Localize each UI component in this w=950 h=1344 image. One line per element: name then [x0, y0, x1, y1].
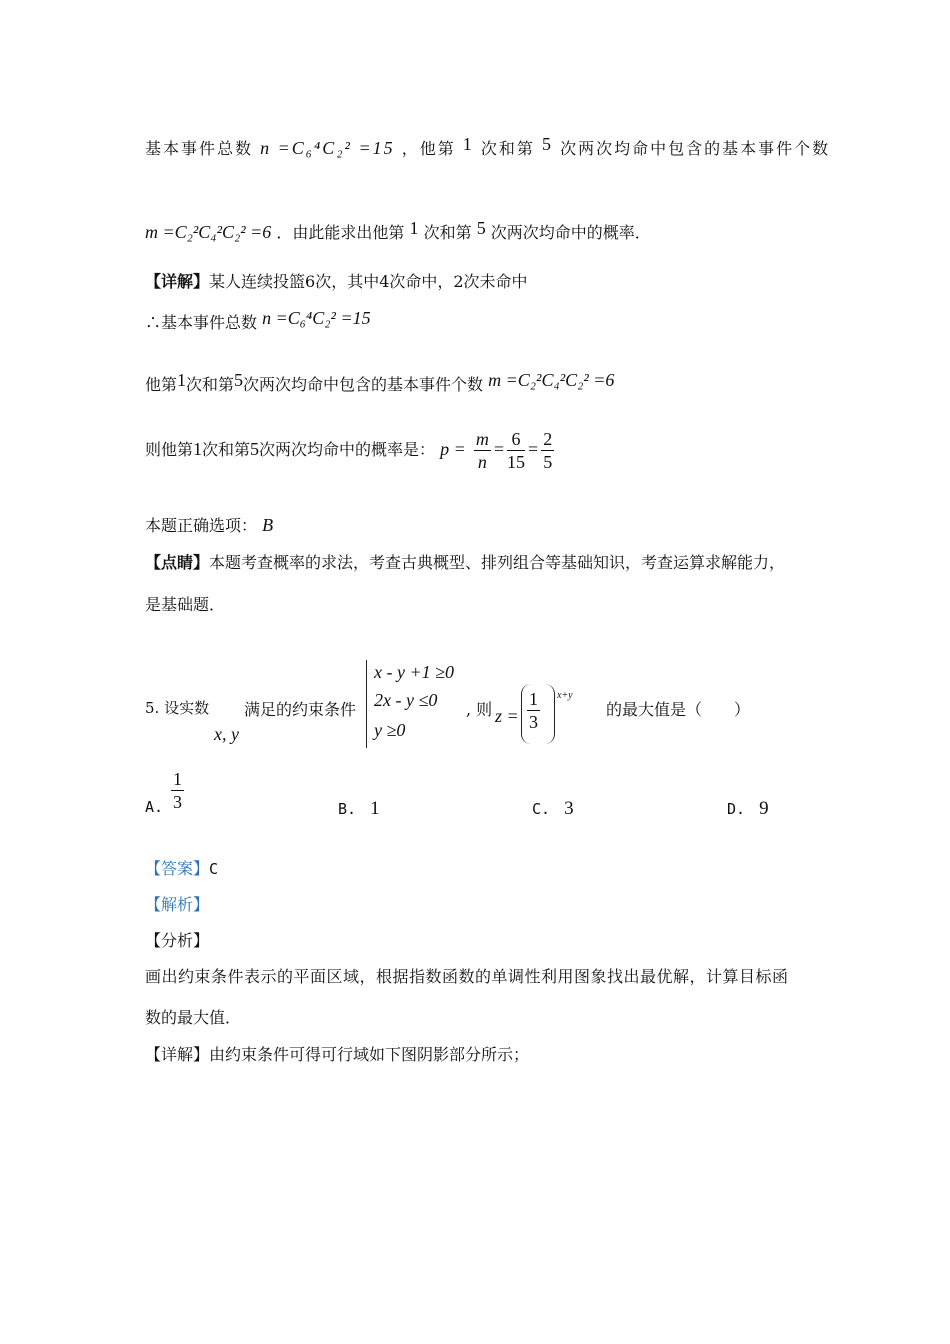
- answer-line: [145, 513, 273, 536]
- question-prefix: 5. 设实数: [145, 699, 210, 717]
- text: 次两次均命中包含的基本事件个数: [560, 139, 831, 158]
- fraction-6-15: [507, 428, 525, 473]
- text: 次和第: [423, 223, 472, 242]
- question-text: 满足的约束条件: [244, 700, 357, 719]
- question-text: 的最大值是（ ）: [606, 700, 751, 719]
- text: ，他第: [401, 139, 456, 158]
- analysis-tag: 【解析】: [145, 895, 210, 914]
- constraint-2: 2x - y ≤0: [374, 690, 438, 710]
- exponent: x+y: [557, 690, 573, 701]
- constraint-1: x - y +1 ≥0: [374, 662, 454, 682]
- question-text: , 则: [466, 700, 493, 719]
- number: 1: [409, 218, 419, 238]
- option-letter: B.: [338, 800, 357, 818]
- formula: n =C₆⁴C₂² =15: [262, 308, 371, 328]
- option-value: 9: [759, 798, 769, 819]
- text: 次和第: [480, 139, 535, 158]
- solution-detail: [145, 1042, 529, 1065]
- fraction-2-5: [541, 428, 554, 473]
- number: 1: [193, 439, 203, 459]
- formula: m =C₂²C₄²C₂² =6: [488, 370, 615, 390]
- formula: m =C₂²C₄²C₂² =6: [145, 222, 272, 242]
- comment-line-1: [145, 550, 785, 573]
- intro-line-1: [145, 136, 830, 159]
- denominator: n: [477, 452, 487, 472]
- number: 1: [462, 134, 474, 154]
- option-d[interactable]: [727, 798, 769, 820]
- denominator: 15: [507, 452, 526, 472]
- option-letter: A.: [145, 798, 164, 816]
- option-c[interactable]: [532, 798, 574, 820]
- base-fraction: [527, 688, 540, 733]
- option-value: 1: [370, 798, 380, 819]
- equals: =: [493, 439, 505, 459]
- label: 本题正确选项：: [145, 516, 258, 535]
- text: 则他第: [145, 440, 194, 459]
- detail-line-4: [145, 428, 557, 473]
- option-letter: C.: [532, 800, 551, 818]
- detail-tag: 【详解】: [145, 272, 210, 291]
- numerator: 2: [543, 429, 553, 449]
- denominator: 3: [173, 792, 182, 812]
- answer-row: [145, 856, 218, 879]
- detail-line-1: [145, 269, 528, 292]
- text: 次和第: [186, 375, 235, 394]
- fenxi-tag: 【分析】: [145, 931, 210, 950]
- fenxi-line-2: 数的最大值．: [145, 1008, 242, 1027]
- text: 由约束条件可得可行域如下图阴影部分所示；: [209, 1045, 530, 1064]
- numerator: 1: [173, 769, 182, 789]
- option-a-fraction: [171, 768, 184, 813]
- intro-line-2: [145, 220, 651, 243]
- comment-tag: 【点睛】: [145, 553, 210, 572]
- option-b[interactable]: [338, 798, 380, 820]
- constraint-3: y ≥0: [374, 720, 406, 740]
- option-value: 3: [564, 798, 574, 819]
- z-symbol: z =: [495, 706, 519, 726]
- text: 次两次均命中的概率是：: [259, 440, 436, 459]
- number: 5: [542, 134, 553, 154]
- p-symbol: p =: [440, 439, 466, 459]
- text: 是基础题．: [145, 595, 226, 614]
- text: 次两次均命中的概率．: [490, 223, 651, 242]
- number: 5: [250, 439, 260, 459]
- text: 他第: [145, 375, 178, 394]
- answer-value: C: [209, 860, 219, 878]
- numerator: m: [475, 429, 489, 449]
- text: 次两次均命中包含的基本事件个数: [243, 375, 484, 394]
- text: 本题考查概率的求法，考查古典概型、排列组合等基础知识，考查运算求解能力，: [209, 553, 786, 572]
- question-vars: x, y: [214, 724, 239, 744]
- number: 5: [476, 218, 486, 238]
- detail-line-2: [145, 310, 371, 333]
- number: 1: [177, 370, 187, 390]
- text: 基本事件总数: [145, 139, 254, 158]
- numerator: 6: [507, 428, 525, 451]
- text: 次和第: [202, 440, 251, 459]
- denominator: 3: [529, 712, 538, 732]
- detail-line-3: [145, 372, 614, 395]
- comment-line-2: [145, 592, 225, 615]
- text: ．由此能求出他第: [276, 223, 405, 242]
- equals: =: [528, 439, 539, 459]
- text: 某人连续投篮6次，其中4次命中，2次未命中: [209, 272, 528, 291]
- numerator: 1: [529, 689, 538, 709]
- detail-tag: 【详解】: [145, 1045, 210, 1064]
- brace: [366, 660, 371, 748]
- answer-tag: 【答案】: [145, 859, 210, 878]
- option-a[interactable]: [145, 798, 163, 816]
- answer-value: B: [262, 515, 274, 535]
- formula: n =C₆⁴C₂² =15: [260, 138, 395, 158]
- option-letter: D.: [727, 800, 746, 818]
- fenxi-line-1: 画出约束条件表示的平面区域，根据指数函数的单调性利用图象找出最优解，计算目标函: [145, 967, 789, 986]
- number: 5: [234, 370, 244, 390]
- fraction-m-n: [474, 428, 491, 473]
- denominator: 5: [543, 452, 553, 472]
- text: ∴基本事件总数: [145, 313, 258, 332]
